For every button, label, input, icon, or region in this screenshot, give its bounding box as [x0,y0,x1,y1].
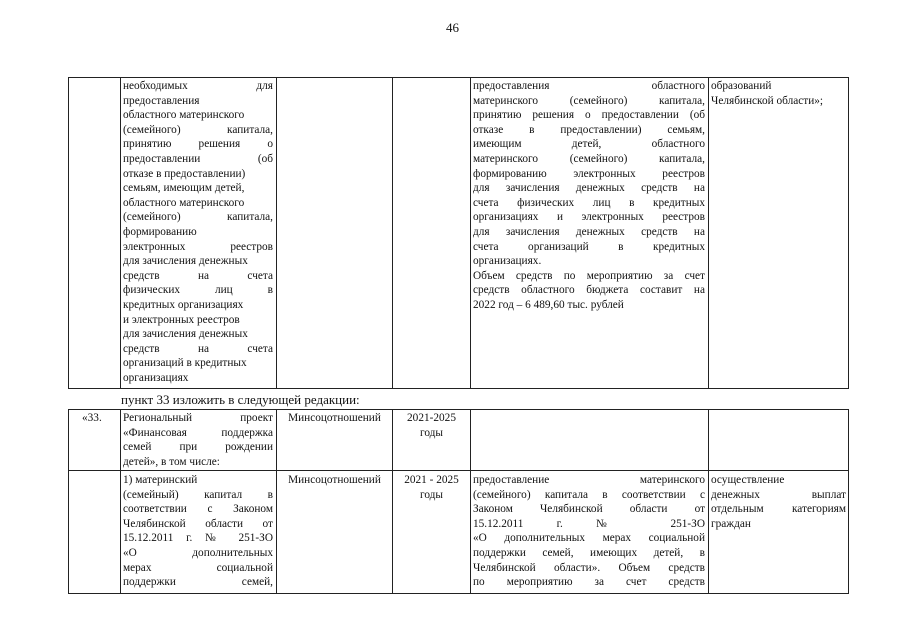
upper-table-vline [68,77,69,389]
text-line: (семейного) капитала в соответствии с [473,488,705,501]
text-line: предоставления областного [473,80,705,92]
upper-table-vline [276,77,277,389]
lower-table-vline [120,409,121,594]
text-line: по мероприятию за счет средств [473,576,705,589]
lower-table-row-divider [68,470,848,471]
text-line: принятию решения о предоставлении (об [473,109,705,122]
upper-col2-text [123,79,273,385]
text-line: 1) материнский [123,474,198,486]
text-line: отдельным категориям [711,503,846,516]
text-line: Минсоцотношений [288,474,381,486]
text-line: мерах социальной [123,561,273,574]
text-line: для зачисления денежных [123,255,248,268]
text-line: для зачисления денежных [123,328,248,341]
text-line: 2021-2025 [407,412,456,424]
text-line: «33. [82,412,102,424]
text-line: средств областного бюджета составит на [473,284,705,297]
text-line: принятию решения о [123,138,273,151]
text-line: Региональный проект [123,412,273,424]
text-line: отказе в предоставлении) семьям, [473,123,705,136]
text-line: формированию электронных реестров [473,167,705,180]
text-line: Законом Челябинской области от [473,503,705,516]
text-line: областного материнского [123,109,245,122]
row33-executor [279,411,390,426]
text-line: физических лиц в [123,284,273,297]
text-line: организациях [123,371,189,384]
text-line: 2021 - 2025 [404,474,459,486]
text-line: организациях и электронных реестров [473,211,705,224]
text-line: организаций в кредитных [123,357,247,370]
text-line: счета физических лиц в кредитных [473,196,705,209]
text-line: денежных выплат [711,488,846,501]
text-line: электронных реестров [123,240,273,253]
text-line: формированию [123,225,197,238]
text-line: предоставлении (об [123,152,273,165]
text-line: для зачисления денежных средств на [473,225,705,238]
text-line: (семейного) капитала, [123,211,273,224]
amendment-instruction: пункт 33 изложить в следующей редакции: [121,392,360,407]
text-line: семьям, имеющим детей, [123,182,245,195]
text-line: отказе в предоставлении) [123,167,246,180]
text-line: материнского (семейного) капитала, [473,94,705,107]
lower-table-top-border [68,409,848,410]
text-line: и электронных реестров [123,313,240,326]
text-line: Челябинской области». Объем средств [473,561,705,574]
page-number: 46 [446,20,459,35]
row33-number [82,411,118,426]
text-line: «О дополнительных мерах социальной [473,532,705,545]
upper-table-bottom-border [68,388,848,389]
text-line: предоставление материнского [473,474,705,486]
text-line: семей при рождении [123,441,273,454]
upper-table-vline [120,77,121,389]
lower-table-vline [708,409,709,594]
text-line: годы [419,488,443,501]
upper-col5-text [473,79,705,313]
lower-table-bottom-border [68,593,848,594]
upper-table-top-border [68,77,848,78]
upper-table-vline [708,77,709,389]
text-line: осуществление [711,474,785,486]
lower-table-vline [470,409,471,594]
text-line: «О дополнительных [123,546,273,559]
text-line: материнского (семейного) капитала, [473,152,705,165]
text-line: «Финансовая поддержка [123,426,273,439]
text-line: Объем средств по мероприятию за счет [473,269,705,282]
row33-sub1-executor [279,473,390,488]
text-line: счета организаций в кредитных [473,240,705,253]
text-line: 2022 год – 6 489,60 тыс. рублей [473,298,624,311]
text-line: (семейный) капитал в [123,488,273,501]
text-line: Челябинской области»; [711,94,824,107]
lower-table-vline [276,409,277,594]
text-line: средств на счета [123,269,273,282]
text-line: годы [419,426,443,439]
lower-table-vline [848,409,849,594]
text-line: 15.12.2011 г. № 251-ЗО [473,517,705,530]
text-line: для зачисления денежных средств на [473,182,705,195]
upper-table-vline [848,77,849,389]
upper-col6-text [711,79,846,108]
row33-sub1-period [395,473,468,502]
lower-table-vline [392,409,393,594]
row33-sub1-name [123,473,273,590]
text-line: средств на счета [123,342,273,355]
text-line: (семейного) капитала, [123,123,273,136]
text-line: областного материнского [123,196,245,209]
text-line: предоставления [123,94,200,107]
row33-project-name [123,411,273,469]
text-line: организациях. [473,255,542,268]
text-line: кредитных организациях [123,298,244,311]
lower-table-vline [68,409,69,594]
row33-sub1-result [711,473,846,531]
text-line: 15.12.2011 г. № 251-ЗО [123,532,273,545]
text-line: граждан [711,517,751,530]
text-line: Челябинской области от [123,517,273,530]
text-line: поддержки семей, имеющих детей, в [473,546,705,559]
text-line: необходимых для [123,80,273,92]
text-line: детей», в том числе: [123,455,220,468]
text-line: соответствии с Законом [123,503,273,516]
text-line: поддержки семей, [123,576,273,589]
row33-period [395,411,468,440]
text-line: Минсоцотношений [288,412,381,424]
row33-sub1-description [473,473,705,590]
upper-table-vline [470,77,471,389]
upper-table-vline [392,77,393,389]
text-line: имеющим детей, областного [473,138,705,151]
text-line: образований [711,80,772,92]
